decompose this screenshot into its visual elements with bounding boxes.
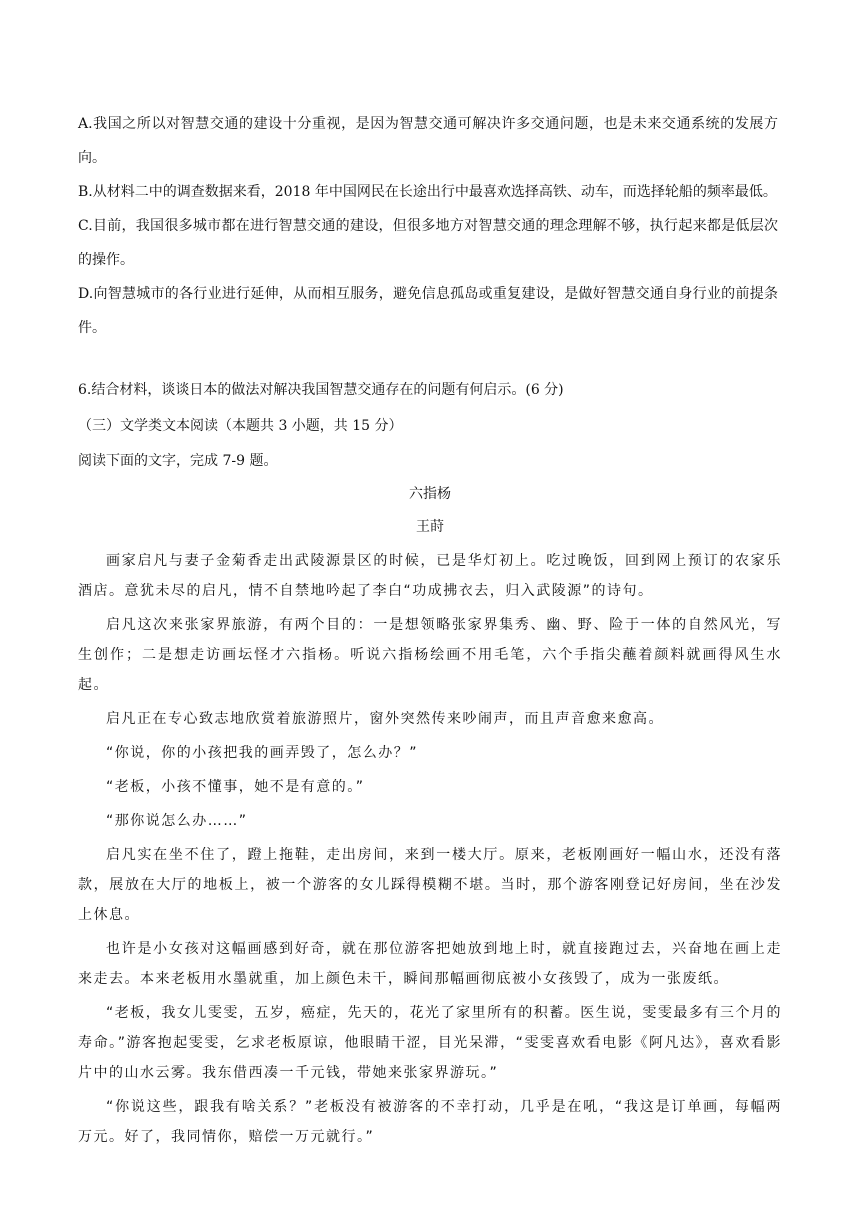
story-paragraph: 启凡这次来张家界旅游，有两个目的：一是想领略张家界集秀、幽、野、险于一体的自然风光，写生创作；二是想走访画坛怪才六指杨。听说六指杨绘画不用毛笔，六个手指尖蘸着颜料就画得风生水起。	[78, 617, 782, 693]
option-b: B.从材料二中的调查数据来看，2018 年中国网民在长途出行中最喜欢选择高铁、动车，而选择轮船的频率最低。	[78, 184, 777, 200]
story-paragraph: 启凡正在专心致志地欣赏着旅游照片，窗外突然传来吵闹声，而且声音愈来愈高。	[106, 711, 664, 727]
story-title: 六指杨	[409, 486, 451, 502]
reading-instruction: 阅读下面的文字，完成 7-9 题。	[78, 453, 278, 469]
section-heading: （三）文学类文本阅读（本题共 3 小题，共 15 分）	[78, 418, 403, 434]
story-paragraph: “老板，小孩不懂事，她不是有意的。”	[106, 779, 365, 795]
story-paragraph: 也许是小女孩对这幅画感到好奇，就在那位游客把她放到地上时，就直接跑过去，兴奋地在画上走来走去。本来老板用水墨就重，加上颜色未干，瞬间那幅画彻底被小女孩毁了，成为一张废纸。	[78, 941, 782, 987]
story-paragraph: “那你说怎么办……”	[106, 813, 248, 829]
story-paragraph: “你说这些，跟我有啥关系？”老板没有被游客的不幸打动，几乎是在吼，“我这是订单画，每幅两万元。好了，我同情你，赔偿一万元就行。”	[78, 1099, 782, 1145]
option-a: A.我国之所以对智慧交通的建设十分重视，是因为智慧交通可解决许多交通问题，也是未来交通系统的发展方向。	[78, 116, 778, 166]
story-paragraph: 启凡实在坐不住了，蹬上拖鞋，走出房间，来到一楼大厅。原来，老板刚画好一幅山水，还没有落款，展放在大厅的地板上，被一个游客的女儿踩得模糊不堪。当时，那个游客刚登记好房间，坐在沙发上休息。	[78, 847, 782, 923]
story-author: 王莳	[416, 519, 444, 535]
question-6: 6.结合材料，谈谈日本的做法对解决我国智慧交通存在的问题有何启示。(6 分)	[78, 382, 564, 398]
option-d: D.向智慧城市的各行业进行延伸，从而相互服务，避免信息孤岛或重复建设，是做好智慧交通自身行业的前提条件。	[78, 286, 778, 336]
story-paragraph: “你说，你的小孩把我的画弄毁了，怎么办？”	[106, 745, 419, 761]
story-body	[78, 546, 782, 1156]
story-paragraph: “老板，我女儿雯雯，五岁，癌症，先天的，花光了家里所有的积蓄。医生说，雯雯最多有三个月的寿命。”游客抱起雯雯，乞求老板原谅，他眼睛干涩，目光呆滞，“雯雯喜欢看电影《阿凡达》，喜欢看影片中的山水云雾。我东借西凑一千元钱，带她来张家界游玩。”	[78, 1005, 782, 1081]
option-c: C.目前，我国很多城市都在进行智慧交通的建设，但很多地方对智慧交通的理念理解不够，执行起来都是低层次的操作。	[78, 218, 778, 268]
answer-options	[78, 107, 778, 345]
story-paragraph: 画家启凡与妻子金菊香走出武陵源景区的时候，已是华灯初上。吃过晚饭，回到网上预订的农家乐酒店。意犹未尽的启凡，情不自禁地吟起了李白“功成拂衣去，归入武陵源”的诗句。	[78, 553, 782, 599]
